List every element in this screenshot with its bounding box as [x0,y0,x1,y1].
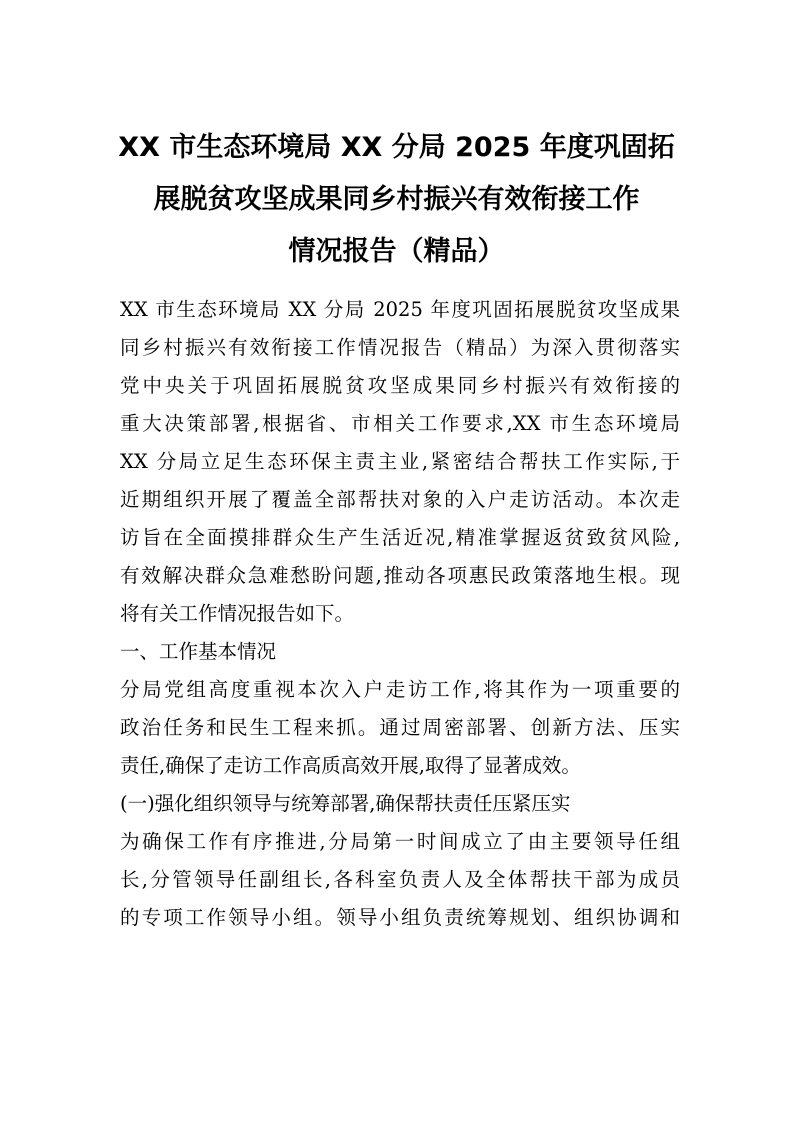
body-line: 政治任务和民生工程来抓。通过周密部署、创新方法、压实 [120,716,680,739]
body-line: 分局党组高度重视本次入户走访工作,将其作为一项重要的 [120,678,680,701]
body-line: 同乡村振兴有效衔接工作情况报告（精品）为深入贯彻落实 [120,336,680,359]
body-line: 为确保工作有序推进,分局第一时间成立了由主要领导任组 [120,830,680,853]
body-line: 近期组织开展了覆盖全部帮扶对象的入户走访活动。本次走 [120,488,680,511]
body-line: 责任,确保了走访工作高质高效开展,取得了显著成效。 [120,754,581,777]
body-line: XX 分局立足生态环保主责主业,紧密结合帮扶工作实际,于 [120,450,680,473]
body-line: XX 市生态环境局 XX 分局 2025 年度巩固拓展脱贫攻坚成果 [120,298,680,321]
body-line: 党中央关于巩固拓展脱贫攻坚成果同乡村振兴有效衔接的 [120,374,680,397]
subsection-heading: (一)强化组织领导与统筹部署,确保帮扶责任压紧压实 [120,792,571,815]
title-line-3: 情况报告（精品） [288,236,505,267]
section-heading: 一、工作基本情况 [120,640,277,663]
body-line: 将有关工作情况报告如下。 [120,602,355,625]
body-line: 重大决策部署,根据省、市相关工作要求,XX 市生态环境局 [120,412,680,435]
title-line-1: XX 市生态环境局 XX 分局 2025 年度巩固拓 [118,132,675,163]
document-body [120,291,680,937]
body-line: 的专项工作领导小组。领导小组负责统筹规划、组织协调和 [120,906,680,929]
body-line: 访旨在全面摸排群众生产生活近况,精准掌握返贫致贫风险, [120,526,680,549]
body-line: 长,分管领导任副组长,各科室负责人及全体帮扶干部为成员 [120,868,680,891]
document-title [100,122,693,278]
body-line: 有效解决群众急难愁盼问题,推动各项惠民政策落地生根。现 [120,564,680,587]
title-line-2: 展脱贫攻坚成果同乡村振兴有效衔接工作 [153,184,640,215]
